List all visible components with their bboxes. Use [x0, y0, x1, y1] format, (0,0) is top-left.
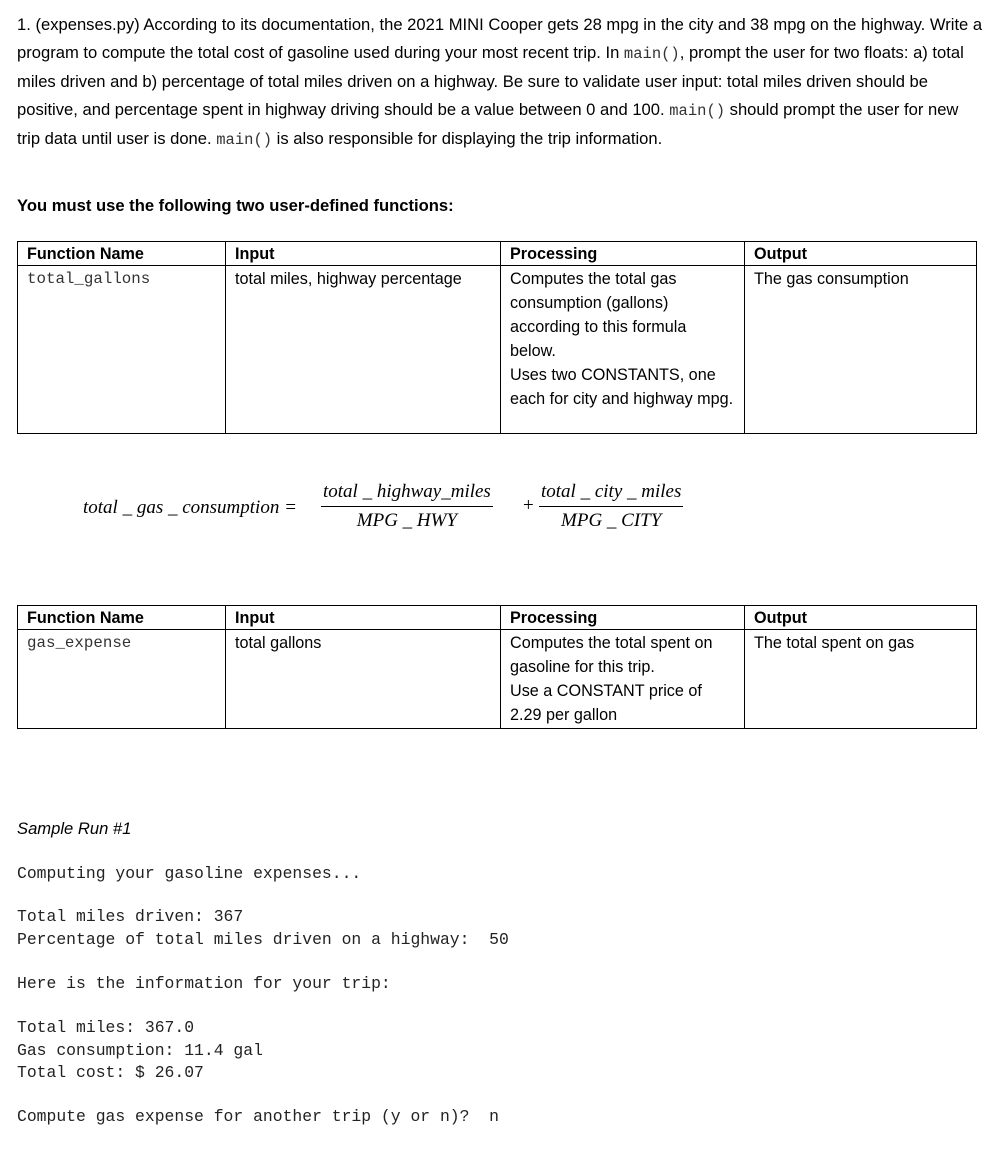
- function-output: The total spent on gas: [745, 630, 977, 729]
- problem-statement: 1. (expenses.py) According to its documentation, the 2021 MINI Cooper gets 28 mpg in the city and 38 mpg on the highway. Write a program to compute the total cost of gasoline used during your most recent trip. In main(), prompt the user for two floats: a) total miles driven and b) percentage of total miles driven on a highway. Be sure to validate user input: total miles driven should be positive, and percentage spent in highway driving should be a value between 0 and 100. main() should prompt the user for new trip data until user is done. main() is also responsible for displaying the trip information.: [17, 15, 983, 149]
- sample-run-title: Sample Run #1: [17, 819, 132, 838]
- header-input: Input: [226, 606, 501, 630]
- function-processing: Computes the total spent on gasoline for this trip. Use a CONSTANT price of 2.29 per gallon: [501, 630, 745, 729]
- fraction-highway: [321, 481, 493, 532]
- header-processing: Processing: [501, 242, 745, 266]
- function-processing: Computes the total gas consumption (gallons) according to this formula below. Uses two CONSTANTS, one each for city and highway mpg.: [501, 266, 745, 434]
- function-name: gas_expense: [18, 630, 226, 729]
- formula-numerator-city: total _ city _ miles: [539, 481, 683, 507]
- function-table-total-gallons: [17, 241, 977, 434]
- formula-plus: +: [523, 495, 534, 516]
- header-function-name: Function Name: [18, 606, 226, 630]
- sample-output-prompt: Compute gas expense for another trip (y or n)? n: [17, 1107, 499, 1126]
- code-main: main(): [623, 44, 680, 63]
- function-output: The gas consumption: [745, 266, 977, 434]
- fraction-city: [539, 481, 683, 532]
- formula-lhs: total _ gas _ consumption =: [83, 497, 297, 518]
- sample-output-line: Here is the information for your trip:: [17, 974, 391, 993]
- header-input: Input: [226, 242, 501, 266]
- sample-output-input-block: Total miles driven: 367 Percentage of total miles driven on a highway: 50: [17, 907, 509, 949]
- header-output: Output: [745, 606, 977, 630]
- formula-denominator-city: MPG _ CITY: [561, 510, 662, 531]
- sample-output-line: Computing your gasoline expenses...: [17, 864, 362, 883]
- function-name: total_gallons: [18, 266, 226, 434]
- function-input: total gallons: [226, 630, 501, 729]
- functions-heading: You must use the following two user-defined functions:: [17, 196, 454, 215]
- function-table-gas-expense: [17, 605, 977, 729]
- formula-denominator-highway: MPG _ HWY: [356, 510, 458, 531]
- header-function-name: Function Name: [18, 242, 226, 266]
- function-input: total miles, highway percentage: [226, 266, 501, 434]
- sample-output-results-block: Total miles: 367.0 Gas consumption: 11.4 gal Total cost: $ 26.07: [17, 1018, 263, 1082]
- formula-numerator-highway: total _ highway_miles: [321, 481, 493, 507]
- header-processing: Processing: [501, 606, 745, 630]
- header-output: Output: [745, 242, 977, 266]
- code-main: main(): [669, 101, 726, 120]
- code-main: main(): [216, 131, 273, 149]
